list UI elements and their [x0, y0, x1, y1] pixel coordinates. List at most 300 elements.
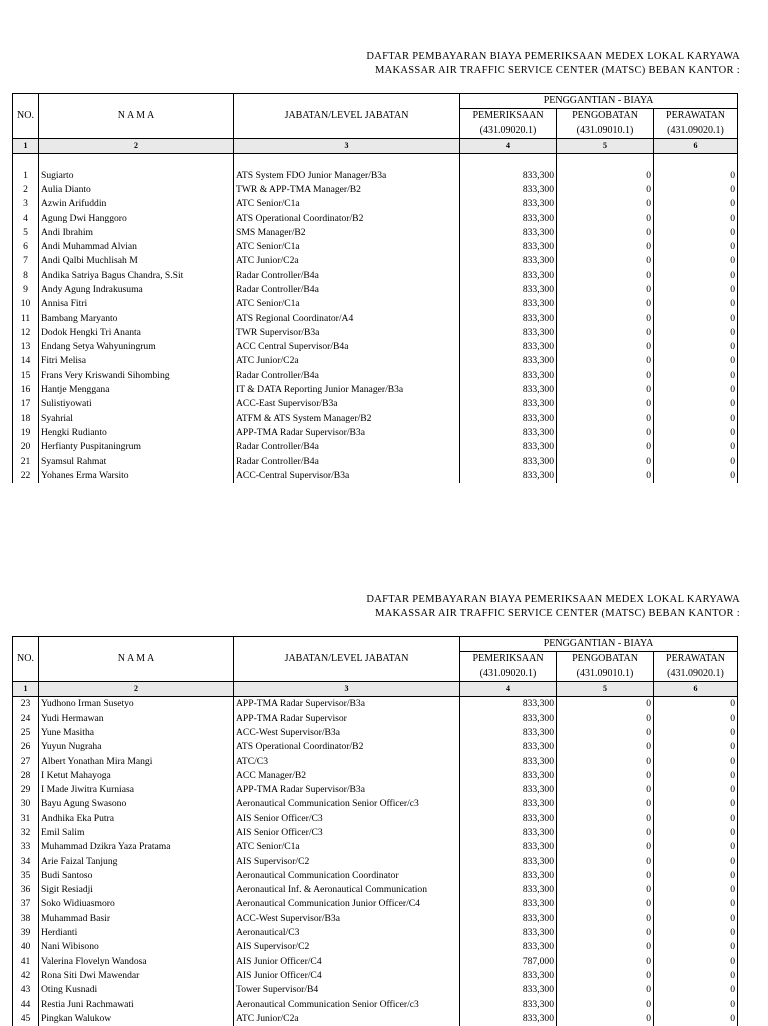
pemeriksaan-amount: 833,300	[460, 311, 557, 325]
pemeriksaan-amount: 833,300	[460, 183, 557, 197]
perawatan-amount: 0	[654, 412, 738, 426]
perawatan-amount: 0	[654, 340, 738, 354]
job-position: Radar Controller/B4a	[234, 440, 460, 454]
row-number: 32	[13, 826, 39, 840]
header-col-number: 5	[557, 681, 654, 696]
employee-name: Syahrial	[39, 412, 234, 426]
perawatan-amount: 0	[654, 883, 738, 897]
row-number: 9	[13, 283, 39, 297]
perawatan-amount: 0	[654, 311, 738, 325]
header-col-number: 5	[557, 138, 654, 153]
table-row	[13, 197, 768, 211]
table-row	[13, 440, 768, 454]
table-row	[13, 369, 768, 383]
perawatan-amount: 0	[654, 926, 738, 940]
pengobatan-amount: 0	[557, 283, 654, 297]
perawatan-amount: 0	[654, 912, 738, 926]
job-position: ATC/C3	[234, 754, 460, 768]
row-number: 14	[13, 354, 39, 368]
employee-name: Yudi Hermawan	[39, 711, 234, 725]
row-number: 38	[13, 912, 39, 926]
perawatan-amount: 0	[654, 869, 738, 883]
employee-name: Annisa Fitri	[39, 297, 234, 311]
table-row	[13, 740, 768, 754]
pemeriksaan-amount: 833,300	[460, 912, 557, 926]
row-number: 19	[13, 426, 39, 440]
pengobatan-amount: 0	[557, 769, 654, 783]
job-position: ATC Senior/C1a	[234, 197, 460, 211]
row-number: 7	[13, 254, 39, 268]
perawatan-amount: 0	[654, 940, 738, 954]
row-number: 33	[13, 840, 39, 854]
employee-name: Yuyun Nugraha	[39, 740, 234, 754]
row-number: 29	[13, 783, 39, 797]
pemeriksaan-amount: 833,300	[460, 412, 557, 426]
row-number: 20	[13, 440, 39, 454]
header-perawatan-code: (431.09020.1)	[654, 124, 738, 139]
pengobatan-amount: 0	[557, 969, 654, 983]
job-position: ATC Senior/C1a	[234, 240, 460, 254]
header-col-number: 3	[234, 138, 460, 153]
pengobatan-amount: 0	[557, 1012, 654, 1026]
pengobatan-amount: 0	[557, 183, 654, 197]
row-number: 11	[13, 311, 39, 325]
employee-name: Emil Salim	[39, 826, 234, 840]
table-row	[13, 326, 768, 340]
job-position: ACC-Central Supervisor/B3a	[234, 469, 460, 483]
table-row	[13, 183, 768, 197]
employee-name: Sugiarto	[39, 168, 234, 182]
pengobatan-amount: 0	[557, 269, 654, 283]
row-number: 15	[13, 369, 39, 383]
pengobatan-amount: 0	[557, 940, 654, 954]
perawatan-amount: 0	[654, 726, 738, 740]
row-number: 28	[13, 769, 39, 783]
employee-name: Andi Muhammad Alvian	[39, 240, 234, 254]
pengobatan-amount: 0	[557, 254, 654, 268]
job-position: TWR & APP-TMA Manager/B2	[234, 183, 460, 197]
job-position: AIS Senior Officer/C3	[234, 812, 460, 826]
header-col-number: 6	[654, 138, 738, 153]
table-row	[13, 769, 768, 783]
perawatan-amount: 0	[654, 283, 738, 297]
pengobatan-amount: 0	[557, 369, 654, 383]
table-row	[13, 883, 768, 897]
pengobatan-amount: 0	[557, 211, 654, 225]
pemeriksaan-amount: 833,300	[460, 369, 557, 383]
table-row	[13, 812, 768, 826]
job-position: ACC-East Supervisor/B3a	[234, 397, 460, 411]
row-number: 27	[13, 754, 39, 768]
job-position: Radar Controller/B4a	[234, 454, 460, 468]
row-number: 4	[13, 211, 39, 225]
pengobatan-amount: 0	[557, 354, 654, 368]
header-col-number: 2	[39, 681, 234, 696]
perawatan-amount: 0	[654, 440, 738, 454]
pengobatan-amount: 0	[557, 955, 654, 969]
table-row	[13, 897, 768, 911]
employee-name: Andika Satriya Bagus Chandra, S.Sit	[39, 269, 234, 283]
employee-name: Herdianti	[39, 926, 234, 940]
perawatan-amount: 0	[654, 783, 738, 797]
perawatan-amount: 0	[654, 397, 738, 411]
pengobatan-amount: 0	[557, 711, 654, 725]
row-number: 41	[13, 955, 39, 969]
employee-name: Dodok Hengki Tri Ananta	[39, 326, 234, 340]
job-position: ACC-West Supervisor/B3a	[234, 912, 460, 926]
employee-name: Restia Juni Rachmawati	[39, 997, 234, 1011]
pengobatan-amount: 0	[557, 454, 654, 468]
employee-name: Hengki Rudianto	[39, 426, 234, 440]
table-row	[13, 826, 768, 840]
table-row	[13, 454, 768, 468]
row-number: 39	[13, 926, 39, 940]
perawatan-amount: 0	[654, 840, 738, 854]
header-perawatan: PERAWATAN	[654, 109, 738, 124]
row-number: 23	[13, 697, 39, 712]
header-pengobatan-code: (431.09010.1)	[557, 667, 654, 682]
header-col-number: 6	[654, 681, 738, 696]
perawatan-amount: 0	[654, 354, 738, 368]
job-position: ATS Operational Coordinator/B2	[234, 740, 460, 754]
job-position: ATS Regional Coordinator/A4	[234, 311, 460, 325]
document-title-line-2: MAKASSAR AIR TRAFFIC SERVICE CENTER (MATSC) BEBAN KANTOR :	[0, 63, 740, 78]
job-position: Aeronautical/C3	[234, 926, 460, 940]
row-number: 8	[13, 269, 39, 283]
row-number: 21	[13, 454, 39, 468]
job-position: AIS Junior Officer/C4	[234, 969, 460, 983]
row-number: 12	[13, 326, 39, 340]
pemeriksaan-amount: 833,300	[460, 469, 557, 483]
table-row	[13, 383, 768, 397]
perawatan-amount: 0	[654, 269, 738, 283]
table-row	[13, 412, 768, 426]
header-col-number: 1	[13, 681, 39, 696]
table-row	[13, 869, 768, 883]
pemeriksaan-amount: 833,300	[460, 340, 557, 354]
pemeriksaan-amount: 833,300	[460, 854, 557, 868]
pemeriksaan-amount: 833,300	[460, 711, 557, 725]
row-number: 34	[13, 854, 39, 868]
row-number: 35	[13, 869, 39, 883]
table-row	[13, 912, 768, 926]
perawatan-amount: 0	[654, 769, 738, 783]
pengobatan-amount: 0	[557, 869, 654, 883]
table-row	[13, 955, 768, 969]
table-body-2	[13, 697, 768, 1026]
pengobatan-amount: 0	[557, 426, 654, 440]
job-position: Aeronautical Communication Junior Officer/C4	[234, 897, 460, 911]
row-number: 31	[13, 812, 39, 826]
pengobatan-amount: 0	[557, 340, 654, 354]
job-position: ATC Junior/C2a	[234, 354, 460, 368]
table-row	[13, 226, 768, 240]
pemeriksaan-amount: 833,300	[460, 254, 557, 268]
employee-name: Agung Dwi Hanggoro	[39, 211, 234, 225]
perawatan-amount: 0	[654, 854, 738, 868]
header-pemeriksaan-code: (431.09020.1)	[460, 667, 557, 682]
employee-name: Pingkan Walukow	[39, 1012, 234, 1026]
pemeriksaan-amount: 833,300	[460, 969, 557, 983]
employee-name: Andhika Eka Putra	[39, 812, 234, 826]
table-row	[13, 340, 768, 354]
header-pemeriksaan: PEMERIKSAAN	[460, 652, 557, 667]
table-body-1	[13, 154, 768, 483]
pemeriksaan-amount: 833,300	[460, 354, 557, 368]
pengobatan-amount: 0	[557, 783, 654, 797]
pemeriksaan-amount: 833,300	[460, 826, 557, 840]
pemeriksaan-amount: 833,300	[460, 754, 557, 768]
pemeriksaan-amount: 833,300	[460, 797, 557, 811]
perawatan-amount: 0	[654, 754, 738, 768]
pengobatan-amount: 0	[557, 797, 654, 811]
document-title-line-1: DAFTAR PEMBAYARAN BIAYA PEMERIKSAAN MEDEX LOKAL KARYAWA	[0, 592, 740, 607]
header-nama: N A M A	[39, 637, 234, 682]
pemeriksaan-amount: 833,300	[460, 740, 557, 754]
row-number: 43	[13, 983, 39, 997]
row-number: 45	[13, 1012, 39, 1026]
employee-name: Muhammad Basir	[39, 912, 234, 926]
header-pengobatan: PENGOBATAN	[557, 652, 654, 667]
header-pengobatan: PENGOBATAN	[557, 109, 654, 124]
perawatan-amount: 0	[654, 826, 738, 840]
perawatan-amount: 0	[654, 211, 738, 225]
document-title-line-1: DAFTAR PEMBAYARAN BIAYA PEMERIKSAAN MEDEX LOKAL KARYAWA	[0, 49, 740, 64]
row-number: 22	[13, 469, 39, 483]
pengobatan-amount: 0	[557, 740, 654, 754]
table-row	[13, 311, 768, 325]
pemeriksaan-amount: 833,300	[460, 997, 557, 1011]
job-position: ACC Manager/B2	[234, 769, 460, 783]
employee-name: Fitri Melisa	[39, 354, 234, 368]
job-position: Radar Controller/B4a	[234, 283, 460, 297]
pengobatan-amount: 0	[557, 826, 654, 840]
perawatan-amount: 0	[654, 697, 738, 712]
job-position: IT & DATA Reporting Junior Manager/B3a	[234, 383, 460, 397]
pemeriksaan-amount: 833,300	[460, 783, 557, 797]
pemeriksaan-amount: 833,300	[460, 1012, 557, 1026]
row-number: 1	[13, 168, 39, 182]
job-position: ACC Central Supervisor/B4a	[234, 340, 460, 354]
job-position: ATC Senior/C1a	[234, 840, 460, 854]
pemeriksaan-amount: 833,300	[460, 983, 557, 997]
pemeriksaan-amount: 833,300	[460, 326, 557, 340]
employee-name: Sigit Resiadji	[39, 883, 234, 897]
document-title-line-2: MAKASSAR AIR TRAFFIC SERVICE CENTER (MATSC) BEBAN KANTOR :	[0, 606, 740, 621]
pemeriksaan-amount: 833,300	[460, 211, 557, 225]
header-jabatan: JABATAN/LEVEL JABATAN	[234, 94, 460, 139]
table-row	[13, 469, 768, 483]
row-number: 44	[13, 997, 39, 1011]
pengobatan-amount: 0	[557, 440, 654, 454]
perawatan-amount: 0	[654, 297, 738, 311]
table-row	[13, 854, 768, 868]
employee-name: Muhammad Dzikra Yaza Pratama	[39, 840, 234, 854]
employee-name: Andi Ibrahim	[39, 226, 234, 240]
header-pengobatan-code: (431.09010.1)	[557, 124, 654, 139]
perawatan-amount: 0	[654, 454, 738, 468]
perawatan-amount: 0	[654, 955, 738, 969]
table-row	[13, 983, 768, 997]
perawatan-amount: 0	[654, 326, 738, 340]
table-row	[13, 211, 768, 225]
pengobatan-amount: 0	[557, 297, 654, 311]
pemeriksaan-amount: 833,300	[460, 269, 557, 283]
employee-name: Frans Very Kriswandi Sihombing	[39, 369, 234, 383]
perawatan-amount: 0	[654, 469, 738, 483]
pemeriksaan-amount: 833,300	[460, 812, 557, 826]
header-perawatan-code: (431.09020.1)	[654, 667, 738, 682]
pengobatan-amount: 0	[557, 383, 654, 397]
header-col-number: 1	[13, 138, 39, 153]
table-row	[13, 426, 768, 440]
perawatan-amount: 0	[654, 740, 738, 754]
employee-name: Soko Widiuasmoro	[39, 897, 234, 911]
pemeriksaan-amount: 833,300	[460, 454, 557, 468]
table-row	[13, 940, 768, 954]
job-position: SMS Manager/B2	[234, 226, 460, 240]
job-position: ATFM & ATS System Manager/B2	[234, 412, 460, 426]
pengobatan-amount: 0	[557, 412, 654, 426]
row-number: 3	[13, 197, 39, 211]
row-number: 37	[13, 897, 39, 911]
employee-name: Syamsul Rahmat	[39, 454, 234, 468]
job-position: ATS System FDO Junior Manager/B3a	[234, 168, 460, 182]
pengobatan-amount: 0	[557, 469, 654, 483]
pemeriksaan-amount: 833,300	[460, 440, 557, 454]
header-col-number: 4	[460, 681, 557, 696]
pemeriksaan-amount: 833,300	[460, 383, 557, 397]
table-row	[13, 168, 768, 182]
row-number: 5	[13, 226, 39, 240]
header-pemeriksaan-code: (431.09020.1)	[460, 124, 557, 139]
pengobatan-amount: 0	[557, 926, 654, 940]
table-row	[13, 797, 768, 811]
employee-name: Valerina Flovelyn Wandosa	[39, 955, 234, 969]
pengobatan-amount: 0	[557, 397, 654, 411]
pengobatan-amount: 0	[557, 726, 654, 740]
pemeriksaan-amount: 833,300	[460, 940, 557, 954]
header-jabatan: JABATAN/LEVEL JABATAN	[234, 637, 460, 682]
header-no: NO.	[13, 637, 39, 682]
row-number: 30	[13, 797, 39, 811]
table-row	[13, 726, 768, 740]
header-penggantian: PENGGANTIAN - BIAYA	[460, 637, 738, 652]
row-number: 26	[13, 740, 39, 754]
employee-name: I Made Jiwitra Kurniasa	[39, 783, 234, 797]
job-position: AIS Supervisor/C2	[234, 940, 460, 954]
perawatan-amount: 0	[654, 168, 738, 182]
job-position: Tower Supervisor/B4	[234, 983, 460, 997]
row-number: 18	[13, 412, 39, 426]
job-position: ATC Junior/C2a	[234, 254, 460, 268]
header-penggantian: PENGGANTIAN - BIAYA	[460, 94, 738, 109]
employee-name: Aulia Dianto	[39, 183, 234, 197]
pemeriksaan-amount: 833,300	[460, 297, 557, 311]
table-row	[13, 269, 768, 283]
row-number: 25	[13, 726, 39, 740]
row-number: 17	[13, 397, 39, 411]
table-row	[13, 254, 768, 268]
table-row	[13, 840, 768, 854]
perawatan-amount: 0	[654, 226, 738, 240]
table-row	[13, 297, 768, 311]
table-row	[13, 926, 768, 940]
pemeriksaan-amount: 833,300	[460, 426, 557, 440]
header-pemeriksaan: PEMERIKSAAN	[460, 109, 557, 124]
table-row	[13, 754, 768, 768]
payment-table-1	[12, 93, 768, 483]
row-number: 24	[13, 711, 39, 725]
pemeriksaan-amount: 833,300	[460, 397, 557, 411]
table-row	[13, 697, 768, 712]
pemeriksaan-amount: 833,300	[460, 883, 557, 897]
job-position: Radar Controller/B4a	[234, 369, 460, 383]
employee-name: Bambang Maryanto	[39, 311, 234, 325]
job-position: AIS Supervisor/C2	[234, 854, 460, 868]
employee-name: Budi Santoso	[39, 869, 234, 883]
pemeriksaan-amount: 833,300	[460, 769, 557, 783]
job-position: Aeronautical Inf. & Aeronautical Communication	[234, 883, 460, 897]
pengobatan-amount: 0	[557, 983, 654, 997]
pengobatan-amount: 0	[557, 326, 654, 340]
job-position: AIS Junior Officer/C4	[234, 955, 460, 969]
employee-name: Nani Wibisono	[39, 940, 234, 954]
header-perawatan: PERAWATAN	[654, 652, 738, 667]
pengobatan-amount: 0	[557, 812, 654, 826]
job-position: APP-TMA Radar Supervisor/B3a	[234, 426, 460, 440]
pemeriksaan-amount: 833,300	[460, 240, 557, 254]
perawatan-amount: 0	[654, 426, 738, 440]
perawatan-amount: 0	[654, 240, 738, 254]
job-position: TWR Supervisor/B3a	[234, 326, 460, 340]
pengobatan-amount: 0	[557, 912, 654, 926]
pemeriksaan-amount: 833,300	[460, 226, 557, 240]
row-number: 40	[13, 940, 39, 954]
perawatan-amount: 0	[654, 983, 738, 997]
payment-table-2	[12, 636, 768, 1026]
employee-name: Yudhono Irman Susetyo	[39, 697, 234, 712]
employee-name: Albert Yonathan Mira Mangi	[39, 754, 234, 768]
employee-name: Hantje Menggana	[39, 383, 234, 397]
employee-name: Arie Faizal Tanjung	[39, 854, 234, 868]
header-col-number: 4	[460, 138, 557, 153]
job-position: Radar Controller/B4a	[234, 269, 460, 283]
row-number: 10	[13, 297, 39, 311]
employee-name: Herfianty Puspitaningrum	[39, 440, 234, 454]
pengobatan-amount: 0	[557, 311, 654, 325]
header-no: NO.	[13, 94, 39, 139]
pengobatan-amount: 0	[557, 897, 654, 911]
row-number: 6	[13, 240, 39, 254]
row-number: 13	[13, 340, 39, 354]
job-position: AIS Senior Officer/C3	[234, 826, 460, 840]
table-row	[13, 397, 768, 411]
pengobatan-amount: 0	[557, 240, 654, 254]
table-row	[13, 283, 768, 297]
pengobatan-amount: 0	[557, 840, 654, 854]
employee-name: I Ketut Mahayoga	[39, 769, 234, 783]
job-position: APP-TMA Radar Supervisor/B3a	[234, 783, 460, 797]
pemeriksaan-amount: 833,300	[460, 926, 557, 940]
pemeriksaan-amount: 833,300	[460, 897, 557, 911]
row-number: 16	[13, 383, 39, 397]
perawatan-amount: 0	[654, 797, 738, 811]
perawatan-amount: 0	[654, 383, 738, 397]
table-row	[13, 997, 768, 1011]
row-number: 42	[13, 969, 39, 983]
job-position: Aeronautical Communication Coordinator	[234, 869, 460, 883]
